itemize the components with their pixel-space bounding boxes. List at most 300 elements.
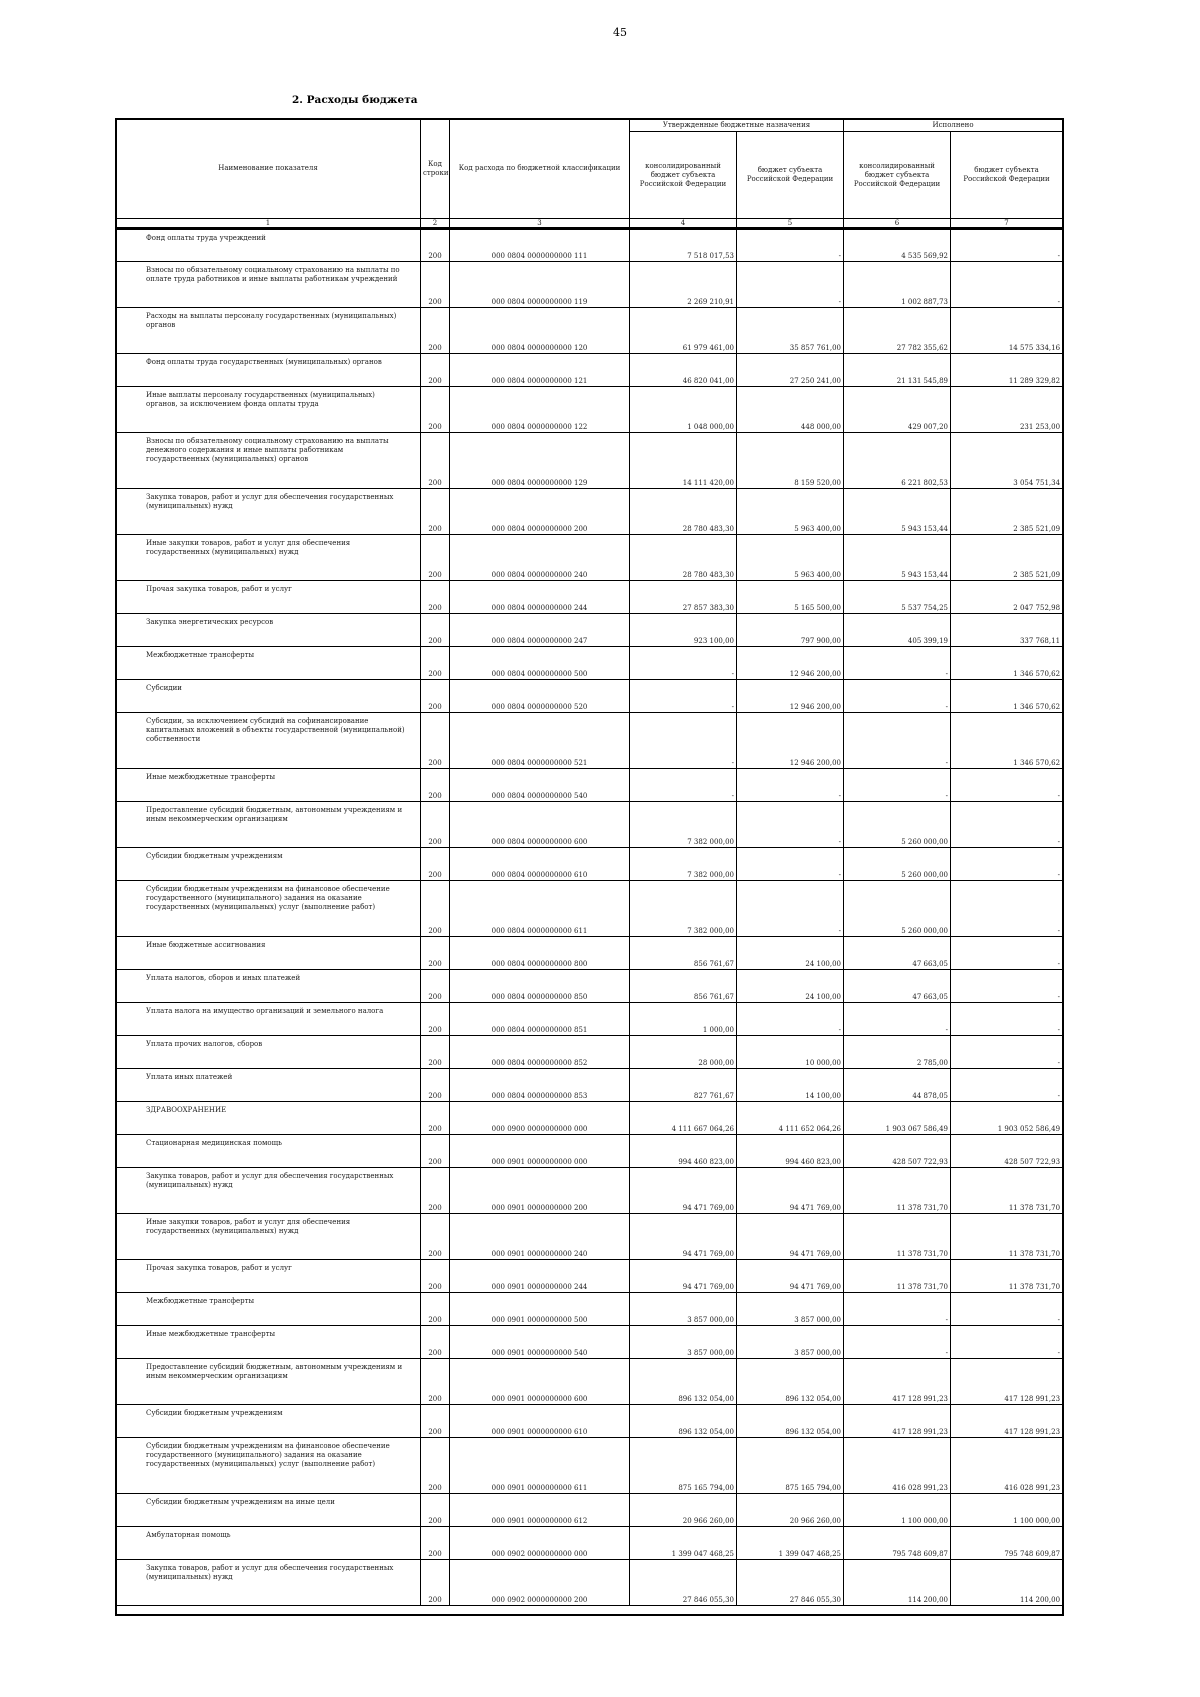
row-code: 200 <box>421 1494 450 1527</box>
approved-subject-value: 5 963 400,00 <box>737 489 844 535</box>
approved-consolidated-value: 923 100,00 <box>630 614 737 647</box>
row-code: 200 <box>421 387 450 433</box>
executed-consolidated-value: 11 378 731,70 <box>844 1260 951 1293</box>
approved-consolidated-value: 94 471 769,00 <box>630 1260 737 1293</box>
approved-subject-value: 797 900,00 <box>737 614 844 647</box>
executed-subject-value: 114 200,00 <box>951 1560 1063 1606</box>
executed-subject-value: 795 748 609,87 <box>951 1527 1063 1560</box>
row-name: Расходы на выплаты персоналу государственных (муниципальных) органов <box>116 308 421 354</box>
table-row <box>116 1560 1063 1606</box>
table-row <box>116 848 1063 881</box>
table-row <box>116 680 1063 713</box>
executed-subject-value: - <box>951 881 1063 937</box>
approved-consolidated-value: 1 399 047 468,25 <box>630 1527 737 1560</box>
approved-subject-value: 10 000,00 <box>737 1036 844 1069</box>
row-code: 200 <box>421 1560 450 1606</box>
table-body <box>116 229 1063 1606</box>
approved-consolidated-value: - <box>630 680 737 713</box>
row-code: 200 <box>421 1214 450 1260</box>
approved-subject-value: 94 471 769,00 <box>737 1168 844 1214</box>
approved-consolidated-value: 7 382 000,00 <box>630 881 737 937</box>
header-approved-group: Утвержденные бюджетные назначения <box>630 119 844 132</box>
table-row <box>116 1069 1063 1102</box>
row-kbk-code: 000 0804 0000000000 852 <box>450 1036 630 1069</box>
row-name: Закупка товаров, работ и услуг для обеспечения государственных (муниципальных) нужд <box>116 1168 421 1214</box>
column-number: 7 <box>951 219 1063 229</box>
executed-consolidated-value: 1 002 887,73 <box>844 262 951 308</box>
row-name: Взносы по обязательному социальному страхованию на выплаты по оплате труда работников и иные выплаты работникам учреждений <box>116 262 421 308</box>
approved-consolidated-value: 1 048 000,00 <box>630 387 737 433</box>
executed-subject-value: 428 507 722,93 <box>951 1135 1063 1168</box>
executed-consolidated-value: 417 128 991,23 <box>844 1359 951 1405</box>
executed-subject-value: - <box>951 802 1063 848</box>
row-name: Субсидии бюджетным учреждениям на иные цели <box>116 1494 421 1527</box>
table-row <box>116 308 1063 354</box>
header-executed-subject: бюджет субъекта Российской Федерации <box>951 132 1063 219</box>
executed-subject-value: - <box>951 1003 1063 1036</box>
table-row <box>116 970 1063 1003</box>
executed-consolidated-value: 114 200,00 <box>844 1560 951 1606</box>
row-kbk-code: 000 0901 0000000000 611 <box>450 1438 630 1494</box>
executed-subject-value: 11 378 731,70 <box>951 1168 1063 1214</box>
approved-subject-value: 8 159 520,00 <box>737 433 844 489</box>
row-name: Иные межбюджетные трансферты <box>116 1326 421 1359</box>
row-code: 200 <box>421 1405 450 1438</box>
row-kbk-code: 000 0804 0000000000 122 <box>450 387 630 433</box>
executed-subject-value: 1 100 000,00 <box>951 1494 1063 1527</box>
approved-subject-value: - <box>737 802 844 848</box>
row-name: Фонд оплаты труда учреждений <box>116 229 421 262</box>
approved-consolidated-value: 856 761,67 <box>630 937 737 970</box>
header-approved-subject: бюджет субъекта Российской Федерации <box>737 132 844 219</box>
table-row <box>116 1036 1063 1069</box>
row-code: 200 <box>421 713 450 769</box>
approved-subject-value: 27 846 055,30 <box>737 1560 844 1606</box>
executed-consolidated-value: 27 782 355,62 <box>844 308 951 354</box>
executed-consolidated-value: - <box>844 647 951 680</box>
row-name: Закупка энергетических ресурсов <box>116 614 421 647</box>
row-code: 200 <box>421 1293 450 1326</box>
row-name: Субсидии бюджетным учреждениям на финансовое обеспечение государственного (муниципального) задания на оказание государственных (муниципальных) услуг (выполнение работ) <box>116 1438 421 1494</box>
row-code: 200 <box>421 848 450 881</box>
row-name: Фонд оплаты труда государственных (муниципальных) органов <box>116 354 421 387</box>
row-code: 200 <box>421 937 450 970</box>
approved-consolidated-value: 3 857 000,00 <box>630 1326 737 1359</box>
approved-consolidated-value: 7 518 017,53 <box>630 229 737 262</box>
approved-subject-value: - <box>737 881 844 937</box>
table-row <box>116 1527 1063 1560</box>
row-name: Амбулаторная помощь <box>116 1527 421 1560</box>
executed-consolidated-value: 21 131 545,89 <box>844 354 951 387</box>
executed-consolidated-value: 416 028 991,23 <box>844 1438 951 1494</box>
approved-consolidated-value: 994 460 823,00 <box>630 1135 737 1168</box>
table-row <box>116 1494 1063 1527</box>
row-code: 200 <box>421 1003 450 1036</box>
row-kbk-code: 000 0804 0000000000 129 <box>450 433 630 489</box>
approved-consolidated-value: 27 857 383,30 <box>630 581 737 614</box>
column-number: 1 <box>116 219 421 229</box>
executed-consolidated-value: 5 260 000,00 <box>844 881 951 937</box>
approved-subject-value: 24 100,00 <box>737 970 844 1003</box>
row-name: Субсидии бюджетным учреждениям на финансовое обеспечение государственного (муниципального) задания на оказание государственных (муниципальных) услуг (выполнение работ) <box>116 881 421 937</box>
row-kbk-code: 000 0901 0000000000 500 <box>450 1293 630 1326</box>
executed-subject-value: 2 047 752,98 <box>951 581 1063 614</box>
row-kbk-code: 000 0804 0000000000 120 <box>450 308 630 354</box>
approved-consolidated-value: - <box>630 713 737 769</box>
executed-subject-value: 11 378 731,70 <box>951 1214 1063 1260</box>
row-code: 200 <box>421 1102 450 1135</box>
executed-consolidated-value: 5 943 153,44 <box>844 535 951 581</box>
approved-consolidated-value: 20 966 260,00 <box>630 1494 737 1527</box>
executed-consolidated-value: 11 378 731,70 <box>844 1214 951 1260</box>
section-title: 2. Расходы бюджета <box>292 94 418 106</box>
row-kbk-code: 000 0901 0000000000 540 <box>450 1326 630 1359</box>
table-row <box>116 1326 1063 1359</box>
approved-subject-value: - <box>737 769 844 802</box>
row-kbk-code: 000 0804 0000000000 850 <box>450 970 630 1003</box>
row-kbk-code: 000 0804 0000000000 851 <box>450 1003 630 1036</box>
row-kbk-code: 000 0901 0000000000 244 <box>450 1260 630 1293</box>
row-name: Субсидии <box>116 680 421 713</box>
executed-consolidated-value: - <box>844 1003 951 1036</box>
row-kbk-code: 000 0804 0000000000 240 <box>450 535 630 581</box>
row-kbk-code: 000 0804 0000000000 119 <box>450 262 630 308</box>
approved-consolidated-value: 4 111 667 064,26 <box>630 1102 737 1135</box>
row-kbk-code: 000 0804 0000000000 853 <box>450 1069 630 1102</box>
row-code: 200 <box>421 581 450 614</box>
table-row <box>116 1293 1063 1326</box>
approved-subject-value: - <box>737 229 844 262</box>
table-row <box>116 581 1063 614</box>
approved-consolidated-value: - <box>630 647 737 680</box>
executed-consolidated-value: - <box>844 713 951 769</box>
row-code: 200 <box>421 647 450 680</box>
executed-subject-value: 231 253,00 <box>951 387 1063 433</box>
approved-subject-value: 12 946 200,00 <box>737 680 844 713</box>
approved-subject-value: 4 111 652 064,26 <box>737 1102 844 1135</box>
executed-subject-value: - <box>951 1069 1063 1102</box>
row-code: 200 <box>421 802 450 848</box>
approved-subject-value: - <box>737 262 844 308</box>
row-kbk-code: 000 0804 0000000000 520 <box>450 680 630 713</box>
table-row <box>116 1168 1063 1214</box>
table-row <box>116 1438 1063 1494</box>
row-name: Закупка товаров, работ и услуг для обеспечения государственных (муниципальных) нужд <box>116 1560 421 1606</box>
column-number: 5 <box>737 219 844 229</box>
approved-consolidated-value: 27 846 055,30 <box>630 1560 737 1606</box>
executed-subject-value: 11 289 329,82 <box>951 354 1063 387</box>
approved-consolidated-value: 14 111 420,00 <box>630 433 737 489</box>
header-kbk: Код расхода по бюджетной классификации <box>450 119 630 219</box>
executed-subject-value: 416 028 991,23 <box>951 1438 1063 1494</box>
executed-consolidated-value: 405 399,19 <box>844 614 951 647</box>
row-code: 200 <box>421 769 450 802</box>
table-row <box>116 535 1063 581</box>
row-kbk-code: 000 0804 0000000000 500 <box>450 647 630 680</box>
row-kbk-code: 000 0901 0000000000 000 <box>450 1135 630 1168</box>
row-name: Иные бюджетные ассигнования <box>116 937 421 970</box>
approved-consolidated-value: - <box>630 769 737 802</box>
expenses-table <box>115 118 1063 1606</box>
row-kbk-code: 000 0804 0000000000 111 <box>450 229 630 262</box>
row-kbk-code: 000 0804 0000000000 540 <box>450 769 630 802</box>
approved-consolidated-value: 28 000,00 <box>630 1036 737 1069</box>
executed-subject-value: - <box>951 970 1063 1003</box>
executed-consolidated-value: 417 128 991,23 <box>844 1405 951 1438</box>
executed-consolidated-value: 1 903 067 586,49 <box>844 1102 951 1135</box>
executed-consolidated-value: 2 785,00 <box>844 1036 951 1069</box>
table-row <box>116 433 1063 489</box>
approved-subject-value: - <box>737 1003 844 1036</box>
executed-subject-value: - <box>951 769 1063 802</box>
table-row <box>116 1135 1063 1168</box>
approved-consolidated-value: 94 471 769,00 <box>630 1168 737 1214</box>
approved-subject-value: 875 165 794,00 <box>737 1438 844 1494</box>
executed-subject-value: 1 346 570,62 <box>951 680 1063 713</box>
row-kbk-code: 000 0902 0000000000 000 <box>450 1527 630 1560</box>
table-row <box>116 647 1063 680</box>
row-code: 200 <box>421 970 450 1003</box>
approved-consolidated-value: 28 780 483,30 <box>630 489 737 535</box>
table-row <box>116 387 1063 433</box>
row-code: 200 <box>421 433 450 489</box>
approved-subject-value: 994 460 823,00 <box>737 1135 844 1168</box>
table-row <box>116 802 1063 848</box>
approved-consolidated-value: 7 382 000,00 <box>630 848 737 881</box>
row-kbk-code: 000 0900 0000000000 000 <box>450 1102 630 1135</box>
row-name: Уплата налогов, сборов и иных платежей <box>116 970 421 1003</box>
row-name: Закупка товаров, работ и услуг для обеспечения государственных (муниципальных) нужд <box>116 489 421 535</box>
row-kbk-code: 000 0804 0000000000 800 <box>450 937 630 970</box>
row-code: 200 <box>421 680 450 713</box>
table-row <box>116 769 1063 802</box>
row-kbk-code: 000 0804 0000000000 244 <box>450 581 630 614</box>
executed-consolidated-value: - <box>844 680 951 713</box>
table-row <box>116 1260 1063 1293</box>
row-name: Взносы по обязательному социальному страхованию на выплаты денежного содержания и иные выплаты работникам государственных (муниципальных) органов <box>116 433 421 489</box>
row-code: 200 <box>421 1326 450 1359</box>
table-row <box>116 1359 1063 1405</box>
approved-subject-value: 1 399 047 468,25 <box>737 1527 844 1560</box>
executed-consolidated-value: 429 007,20 <box>844 387 951 433</box>
row-name: Иные выплаты персоналу государственных (муниципальных) органов, за исключением фонда оплаты труда <box>116 387 421 433</box>
row-kbk-code: 000 0901 0000000000 200 <box>450 1168 630 1214</box>
approved-subject-value: 3 857 000,00 <box>737 1326 844 1359</box>
table-row <box>116 262 1063 308</box>
row-kbk-code: 000 0804 0000000000 200 <box>450 489 630 535</box>
executed-subject-value: 337 768,11 <box>951 614 1063 647</box>
executed-consolidated-value: 428 507 722,93 <box>844 1135 951 1168</box>
column-number: 3 <box>450 219 630 229</box>
row-kbk-code: 000 0804 0000000000 247 <box>450 614 630 647</box>
approved-consolidated-value: 2 269 210,91 <box>630 262 737 308</box>
table-row <box>116 1214 1063 1260</box>
table-row <box>116 489 1063 535</box>
row-name: Уплата налога на имущество организаций и земельного налога <box>116 1003 421 1036</box>
row-kbk-code: 000 0804 0000000000 610 <box>450 848 630 881</box>
header-row-code: Код строки <box>421 119 450 219</box>
row-code: 200 <box>421 262 450 308</box>
row-kbk-code: 000 0901 0000000000 600 <box>450 1359 630 1405</box>
executed-consolidated-value: 47 663,05 <box>844 970 951 1003</box>
header-executed-group: Исполнено <box>844 119 1063 132</box>
row-name: Иные межбюджетные трансферты <box>116 769 421 802</box>
header-name: Наименование показателя <box>116 119 421 219</box>
executed-subject-value: 11 378 731,70 <box>951 1260 1063 1293</box>
table-row <box>116 614 1063 647</box>
row-kbk-code: 000 0804 0000000000 600 <box>450 802 630 848</box>
approved-subject-value: 896 132 054,00 <box>737 1405 844 1438</box>
table-row <box>116 881 1063 937</box>
row-code: 200 <box>421 881 450 937</box>
approved-subject-value: 3 857 000,00 <box>737 1293 844 1326</box>
row-name: Уплата прочих налогов, сборов <box>116 1036 421 1069</box>
row-name: Субсидии бюджетным учреждениям <box>116 1405 421 1438</box>
table-row <box>116 937 1063 970</box>
executed-consolidated-value: 44 878,05 <box>844 1069 951 1102</box>
row-code: 200 <box>421 489 450 535</box>
table-row <box>116 713 1063 769</box>
row-name: Прочая закупка товаров, работ и услуг <box>116 581 421 614</box>
row-code: 200 <box>421 308 450 354</box>
row-kbk-code: 000 0901 0000000000 610 <box>450 1405 630 1438</box>
row-kbk-code: 000 0902 0000000000 200 <box>450 1560 630 1606</box>
executed-consolidated-value: 6 221 802,53 <box>844 433 951 489</box>
row-name: Межбюджетные трансферты <box>116 1293 421 1326</box>
executed-subject-value: 1 346 570,62 <box>951 713 1063 769</box>
executed-subject-value: - <box>951 229 1063 262</box>
executed-consolidated-value: - <box>844 1293 951 1326</box>
row-name: Прочая закупка товаров, работ и услуг <box>116 1260 421 1293</box>
row-name: ЗДРАВООХРАНЕНИЕ <box>116 1102 421 1135</box>
approved-subject-value: 24 100,00 <box>737 937 844 970</box>
row-kbk-code: 000 0804 0000000000 521 <box>450 713 630 769</box>
column-number: 2 <box>421 219 450 229</box>
row-name: Иные закупки товаров, работ и услуг для обеспечения государственных (муниципальных) нужд <box>116 535 421 581</box>
executed-subject-value: - <box>951 262 1063 308</box>
row-code: 200 <box>421 1069 450 1102</box>
row-name: Субсидии, за исключением субсидий на софинансирование капитальных вложений в объекты государственной (муниципальной) собственности <box>116 713 421 769</box>
executed-subject-value: - <box>951 937 1063 970</box>
executed-subject-value: 417 128 991,23 <box>951 1405 1063 1438</box>
approved-consolidated-value: 94 471 769,00 <box>630 1214 737 1260</box>
approved-consolidated-value: 875 165 794,00 <box>630 1438 737 1494</box>
executed-consolidated-value: 5 943 153,44 <box>844 489 951 535</box>
row-name: Субсидии бюджетным учреждениям <box>116 848 421 881</box>
row-code: 200 <box>421 1527 450 1560</box>
executed-subject-value: 2 385 521,09 <box>951 489 1063 535</box>
executed-consolidated-value: - <box>844 769 951 802</box>
page-number: 45 <box>613 26 627 39</box>
approved-consolidated-value: 28 780 483,30 <box>630 535 737 581</box>
approved-consolidated-value: 896 132 054,00 <box>630 1359 737 1405</box>
approved-consolidated-value: 3 857 000,00 <box>630 1293 737 1326</box>
row-code: 200 <box>421 1036 450 1069</box>
approved-subject-value: 12 946 200,00 <box>737 647 844 680</box>
row-name: Иные закупки товаров, работ и услуг для обеспечения государственных (муниципальных) нужд <box>116 1214 421 1260</box>
approved-subject-value: 896 132 054,00 <box>737 1359 844 1405</box>
approved-subject-value: 14 100,00 <box>737 1069 844 1102</box>
row-name: Межбюджетные трансферты <box>116 647 421 680</box>
executed-subject-value: 2 385 521,09 <box>951 535 1063 581</box>
approved-consolidated-value: 7 382 000,00 <box>630 802 737 848</box>
table-row <box>116 1102 1063 1135</box>
table-row <box>116 229 1063 262</box>
row-kbk-code: 000 0901 0000000000 612 <box>450 1494 630 1527</box>
approved-consolidated-value: 827 761,67 <box>630 1069 737 1102</box>
executed-consolidated-value: - <box>844 1326 951 1359</box>
row-code: 200 <box>421 1359 450 1405</box>
column-number: 6 <box>844 219 951 229</box>
approved-subject-value: 27 250 241,00 <box>737 354 844 387</box>
executed-subject-value: - <box>951 1036 1063 1069</box>
row-kbk-code: 000 0804 0000000000 611 <box>450 881 630 937</box>
executed-consolidated-value: 1 100 000,00 <box>844 1494 951 1527</box>
approved-subject-value: 5 963 400,00 <box>737 535 844 581</box>
approved-consolidated-value: 856 761,67 <box>630 970 737 1003</box>
approved-consolidated-value: 46 820 041,00 <box>630 354 737 387</box>
row-code: 200 <box>421 614 450 647</box>
executed-subject-value: - <box>951 1293 1063 1326</box>
row-code: 200 <box>421 1135 450 1168</box>
row-name: Предоставление субсидий бюджетным, автономным учреждениям и иным некоммерческим организациям <box>116 802 421 848</box>
approved-subject-value: - <box>737 848 844 881</box>
executed-subject-value: 3 054 751,34 <box>951 433 1063 489</box>
executed-subject-value: 1 903 052 586,49 <box>951 1102 1063 1135</box>
executed-consolidated-value: 5 260 000,00 <box>844 848 951 881</box>
row-code: 200 <box>421 1168 450 1214</box>
executed-consolidated-value: 5 260 000,00 <box>844 802 951 848</box>
column-number: 4 <box>630 219 737 229</box>
column-numbers-row <box>116 219 1063 229</box>
approved-subject-value: 20 966 260,00 <box>737 1494 844 1527</box>
approved-subject-value: 35 857 761,00 <box>737 308 844 354</box>
approved-consolidated-value: 896 132 054,00 <box>630 1405 737 1438</box>
approved-consolidated-value: 1 000,00 <box>630 1003 737 1036</box>
table-row <box>116 1405 1063 1438</box>
executed-consolidated-value: 11 378 731,70 <box>844 1168 951 1214</box>
approved-subject-value: 5 165 500,00 <box>737 581 844 614</box>
row-code: 200 <box>421 229 450 262</box>
row-kbk-code: 000 0901 0000000000 240 <box>450 1214 630 1260</box>
executed-subject-value: - <box>951 1326 1063 1359</box>
row-kbk-code: 000 0804 0000000000 121 <box>450 354 630 387</box>
row-code: 200 <box>421 1438 450 1494</box>
approved-subject-value: 94 471 769,00 <box>737 1214 844 1260</box>
approved-subject-value: 12 946 200,00 <box>737 713 844 769</box>
approved-consolidated-value: 61 979 461,00 <box>630 308 737 354</box>
row-code: 200 <box>421 354 450 387</box>
header-approved-consolidated: консолидированный бюджет субъекта Российской Федерации <box>630 132 737 219</box>
row-name: Стационарная медицинская помощь <box>116 1135 421 1168</box>
table-row <box>116 1003 1063 1036</box>
table-row <box>116 354 1063 387</box>
row-name: Предоставление субсидий бюджетным, автономным учреждениям и иным некоммерческим организациям <box>116 1359 421 1405</box>
row-code: 200 <box>421 535 450 581</box>
executed-subject-value: 14 575 334,16 <box>951 308 1063 354</box>
executed-subject-value: 417 128 991,23 <box>951 1359 1063 1405</box>
executed-consolidated-value: 47 663,05 <box>844 937 951 970</box>
approved-subject-value: 448 000,00 <box>737 387 844 433</box>
header-executed-consolidated: консолидированный бюджет субъекта Российской Федерации <box>844 132 951 219</box>
executed-consolidated-value: 795 748 609,87 <box>844 1527 951 1560</box>
executed-consolidated-value: 4 535 569,92 <box>844 229 951 262</box>
row-code: 200 <box>421 1260 450 1293</box>
executed-consolidated-value: 5 537 754,25 <box>844 581 951 614</box>
approved-subject-value: 94 471 769,00 <box>737 1260 844 1293</box>
row-name: Уплата иных платежей <box>116 1069 421 1102</box>
executed-subject-value: 1 346 570,62 <box>951 647 1063 680</box>
